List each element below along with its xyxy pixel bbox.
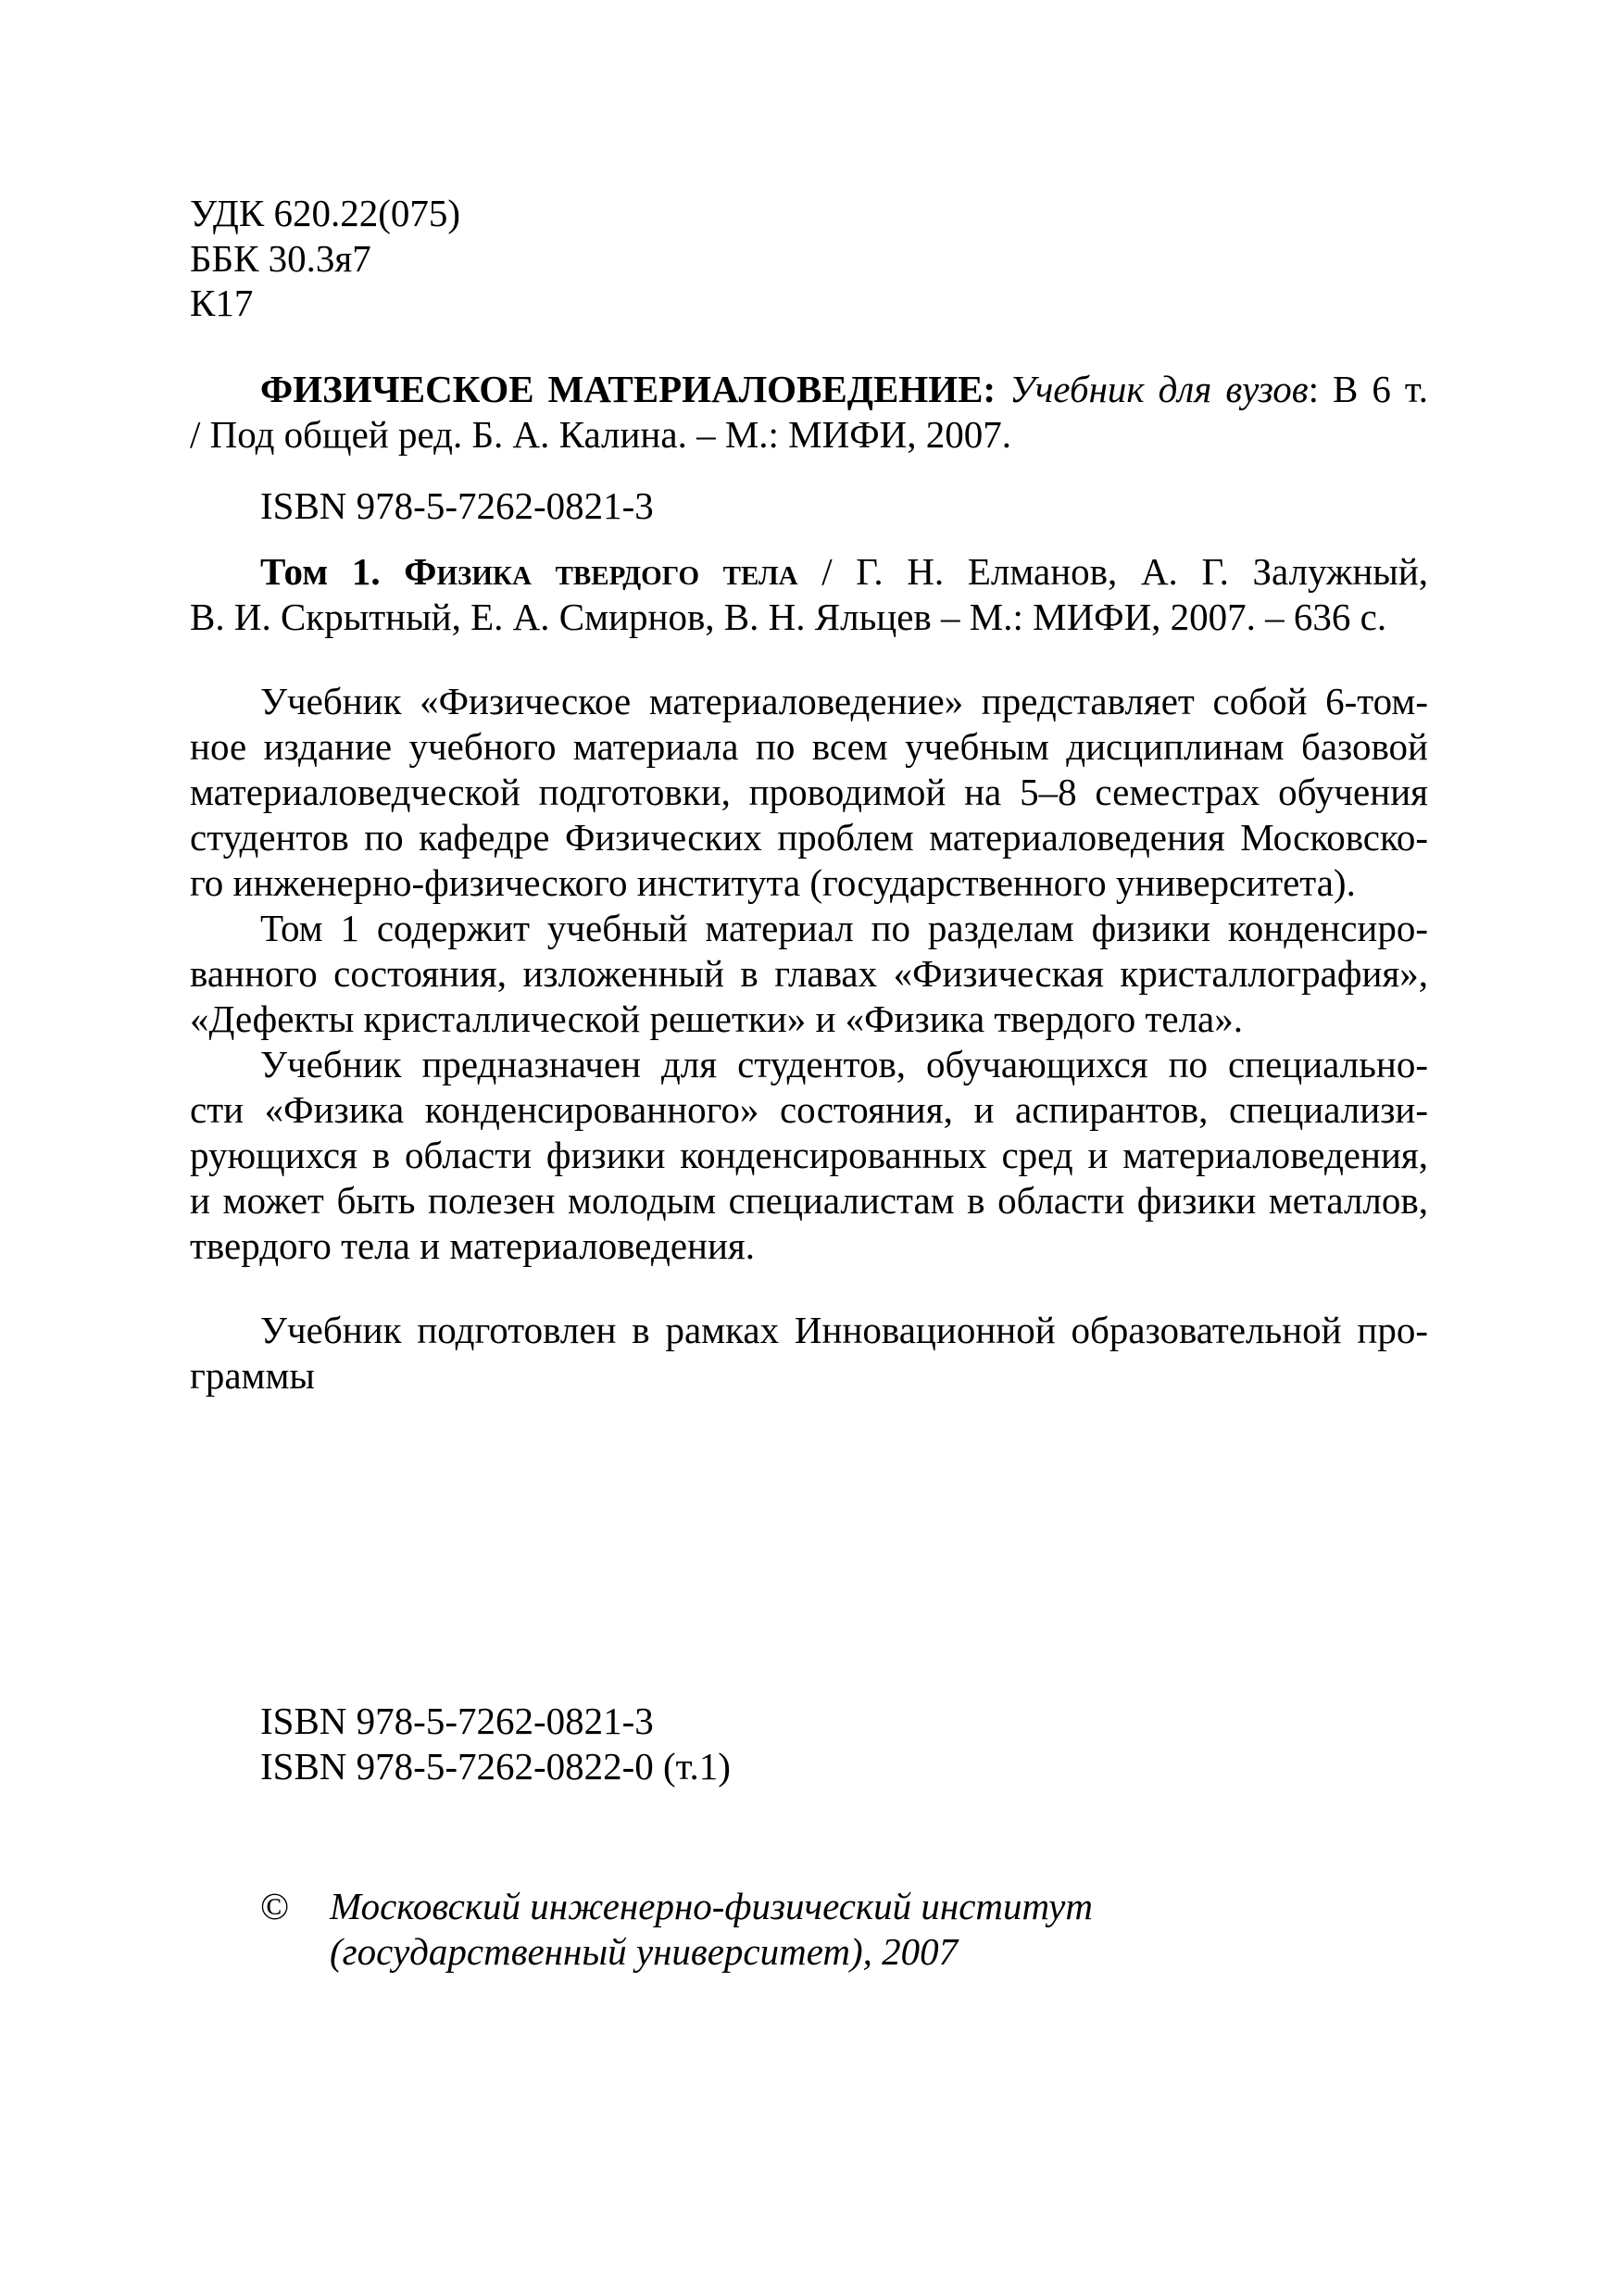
copyright-symbol: © [260,1885,290,1927]
series-volumes: : В 6 т. [1308,368,1429,410]
abstract-p3-line: и может быть полезен молодым специалистам в области физики металлов, [190,1179,1428,1222]
volume-title-line [260,549,1428,594]
volume-title: Физика твердого тела [404,550,798,593]
udk-code: УДК 620.22(075) [190,192,461,234]
volume-label: Том 1. [260,550,381,593]
isbn-line: ISBN 978-5-7262-0822-0 (т.1) [260,1745,731,1788]
abstract-p2-line: «Дефекты кристаллической решетки» и «Физика твердого тела». [190,997,1244,1040]
abstract-p3-line: твердого тела и материаловедения. [190,1224,756,1267]
copyright-holder: Московский инженерно-физический институт [330,1885,1093,1927]
program-note-line: Учебник подготовлен в рамках Инновационной образовательной про- [260,1309,1428,1351]
volume-authors: / Г. Н. Елманов, А. Г. Залужный, [821,550,1429,593]
abstract-p1-line: го инженерно-физического института (государственного университета). [190,861,1356,904]
series-title: ФИЗИЧЕСКОЕ МАТЕРИАЛОВЕДЕНИЕ: [260,368,997,410]
abstract-p2-line: Том 1 содержит учебный материал по разделам физики конденсиро- [260,907,1428,949]
series-subtitle: Учебник для вузов [1009,368,1309,410]
author-mark: К17 [190,282,254,324]
abstract-p3-line: Учебник предназначен для студентов, обучающихся по специально- [260,1043,1428,1085]
abstract-p1-line: студентов по кафедре Физических проблем материаловедения Московско- [190,816,1428,859]
series-editor-line: / Под общей ред. Б. А. Калина. – М.: МИФИ, 2007. [190,413,1011,456]
isbn-series: ISBN 978-5-7262-0821-3 [260,484,654,527]
abstract-p2-line: ванного состояния, изложенный в главах «Физическая кристаллография», [190,952,1428,995]
abstract-p3-line: сти «Физика конденсированного» состояния, и аспирантов, специализи- [190,1088,1428,1131]
abstract-p1-line: материаловедческой подготовки, проводимой на 5–8 семестрах обучения [190,771,1428,813]
abstract-p1-line: Учебник «Физическое материаловедение» представляет собой 6-том- [260,680,1428,722]
isbn-line: ISBN 978-5-7262-0821-3 [260,1700,654,1742]
bbk-code: ББК 30.3я7 [190,237,371,280]
volume-details-line: В. И. Скрытный, Е. А. Смирнов, В. Н. Яльцев – М.: МИФИ, 2007. – 636 с. [190,596,1387,638]
abstract-p1-line: ное издание учебного материала по всем учебным дисциплинам базовой [190,725,1428,768]
copyright-holder: (государственный университет), 2007 [330,1930,959,1973]
abstract-p3-line: рующихся в области физики конденсированных сред и материаловедения, [190,1134,1428,1176]
program-note-line: граммы [190,1354,315,1397]
series-title-line [260,367,1428,411]
